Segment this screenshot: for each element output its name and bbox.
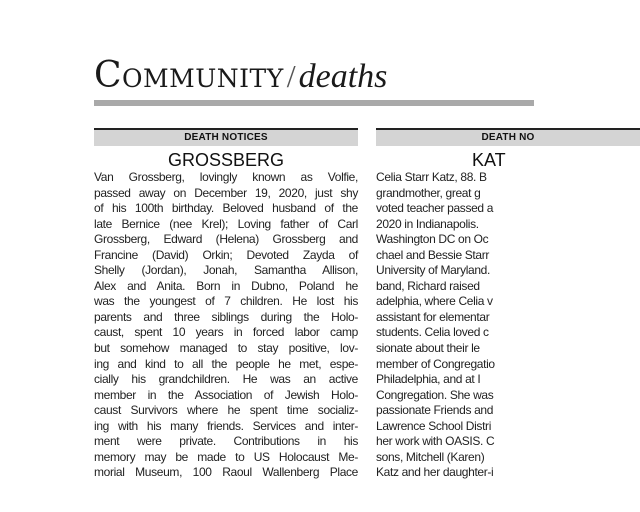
section-title: Community: [94, 55, 284, 96]
notice-column-right: [376, 128, 640, 481]
masthead-separator: /: [286, 58, 296, 94]
obituary-line: adelphia, where Celia v: [376, 294, 493, 309]
obituary-line: Lawrence School Distri: [376, 418, 492, 433]
obituary-line: Washington DC on Oc: [376, 232, 489, 247]
section-masthead: [94, 55, 388, 96]
obituary-line: grandmother, great g: [376, 185, 481, 200]
obituary-line: chael and Bessie Starr: [376, 247, 490, 262]
obituary-line: Grossberg, Edward (Helena) Grossberg and: [94, 232, 358, 247]
obituary-line: parents and three siblings during the Holo-: [94, 309, 358, 324]
obituary-line: cially his grandchildren. He was an active: [94, 372, 358, 387]
obituary-line: Congregation. She was: [376, 387, 494, 402]
obituary-line: ing with his many friends. Services and inter-: [94, 418, 358, 433]
obituary-line: caust Survivors where he spent time socializ-: [94, 403, 358, 418]
obituary-line: assistant for elementar: [376, 309, 490, 324]
obituary-line: was the youngest of 7 children. He lost his: [94, 294, 358, 309]
notice-column-left: [94, 128, 358, 481]
obituary-line: 2020 in Indianapolis.: [376, 216, 479, 231]
obituary-line: ment were private. Contributions in his: [94, 434, 358, 449]
obituary-line: passed away on December 19, 2020, just shy: [94, 185, 358, 200]
obituary-line: University of Maryland.: [376, 263, 490, 278]
column-header: DEATH NO: [376, 128, 640, 146]
obituary-line: Shelly (Jordan), Jonah, Samantha Allison,: [94, 263, 358, 278]
obituary-line: passionate Friends and: [376, 403, 494, 418]
obituary-line: morial Museum, 100 Raoul Wallenberg Place: [94, 465, 358, 480]
obituary-line: member in the Association of Jewish Holo-: [94, 387, 358, 402]
obituary-line: of his 100th birthday. Beloved husband of the: [94, 201, 358, 216]
obituary-line: Francine (David) Orkin; Devoted Zayda of: [94, 247, 358, 262]
obituary-line: sons, Mitchell (Karen): [376, 449, 485, 464]
obituary-line: sionate about their le: [376, 341, 480, 356]
obituary-line: caust, spent 10 years in forced labor camp: [94, 325, 358, 340]
section-subtitle: deaths: [298, 58, 388, 95]
obituary-line: ing and kind to all the people he met, espe-: [94, 356, 358, 371]
masthead-rule: [94, 100, 534, 106]
obituary-line: Van Grossberg, lovingly known as Volfie,: [94, 170, 358, 184]
obituary-line: voted teacher passed a: [376, 201, 494, 216]
column-header: DEATH NOTICES: [94, 128, 358, 146]
obituary-line: her work with OASIS. C: [376, 434, 495, 449]
obituary-line: Celia Starr Katz, 88. B: [376, 170, 487, 184]
obituary-line: Alex and Anita. Born in Dubno, Poland he: [94, 278, 358, 293]
obituary-line: Philadelphia, and at I: [376, 372, 481, 387]
obituary-line: students. Celia loved c: [376, 325, 489, 340]
obituary-line: late Bernice (nee Krel); Loving father of Carl: [94, 216, 358, 231]
deceased-name: KAT: [472, 150, 506, 170]
obituary-line: band, Richard raised: [376, 278, 480, 293]
obituary-line: but somehow managed to stay positive, lov-: [94, 341, 358, 356]
obituary-line: member of Congregatio: [376, 356, 495, 371]
obituary-line: Katz and her daughter-i: [376, 465, 494, 480]
obituary-text: [94, 170, 358, 481]
deceased-name: GROSSBERG: [167, 150, 285, 170]
obituary-line: memory may be made to US Holocaust Me-: [94, 449, 358, 464]
obituary-text: [376, 170, 640, 481]
